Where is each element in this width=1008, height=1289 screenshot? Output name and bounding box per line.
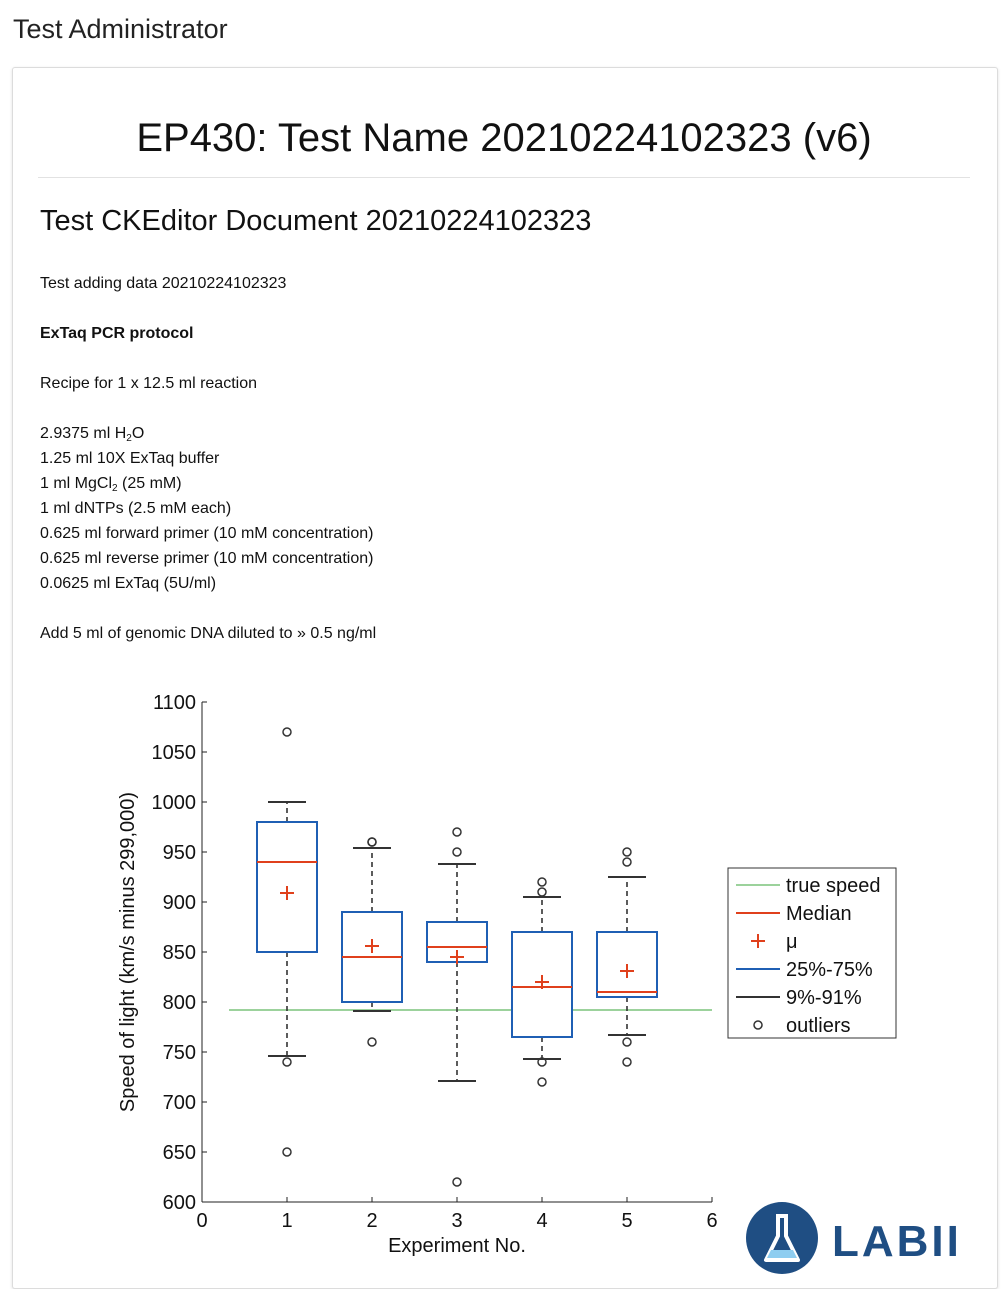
- outlier-point: [453, 848, 461, 856]
- boxplot-chart: [100, 680, 920, 1270]
- y-axis-label: Speed of light (km/s minus 299,000): [117, 791, 139, 1113]
- user-name[interactable]: Test Administrator: [13, 14, 228, 44]
- y-tick-label: 950: [162, 842, 196, 864]
- protocol-title: ExTaq PCR protocol: [40, 325, 194, 342]
- chart-svg: [100, 680, 920, 1270]
- x-tick-label: 4: [536, 1210, 548, 1232]
- outlier-point: [623, 1038, 631, 1046]
- y-tick-label: 650: [162, 1142, 196, 1164]
- y-tick-label: 900: [162, 892, 196, 914]
- outlier-point: [538, 878, 546, 886]
- y-tick-label: 1050: [151, 742, 196, 764]
- outlier-point: [453, 828, 461, 836]
- labii-logo: [744, 1198, 994, 1276]
- y-tick-label: 750: [162, 1042, 196, 1064]
- ingredient-water: [40, 425, 144, 444]
- outlier-point: [538, 1078, 546, 1086]
- document-title: Test CKEditor Document 20210224102323: [40, 205, 592, 237]
- y-tick-label: 800: [162, 992, 196, 1014]
- x-tick-label: 3: [451, 1210, 463, 1232]
- entry-title: EP430: Test Name 20210224102323 (v6): [136, 116, 872, 160]
- outlier-point: [453, 1178, 461, 1186]
- logo-circle: [746, 1202, 818, 1274]
- y-tick-label: 600: [162, 1192, 196, 1214]
- outlier-point: [368, 1038, 376, 1046]
- ingredient-reverse-primer: 0.625 ml reverse primer (10 mM concentration): [40, 550, 374, 567]
- outlier-point: [623, 1058, 631, 1066]
- legend-label: Median: [786, 903, 852, 925]
- recipe-line: Recipe for 1 x 12.5 ml reaction: [40, 375, 257, 392]
- x-tick-label: 2: [366, 1210, 378, 1232]
- outlier-point: [283, 728, 291, 736]
- x-tick-label: 1: [281, 1210, 293, 1232]
- y-tick-label: 700: [162, 1092, 196, 1114]
- ingredient-water-sub: 2: [126, 433, 132, 444]
- top-bar: [0, 0, 1008, 62]
- x-tick-label: 5: [621, 1210, 633, 1232]
- legend-label: μ: [786, 931, 798, 953]
- ingredient-mgcl-suffix: (25 mM): [117, 475, 182, 492]
- outlier-point: [538, 888, 546, 896]
- ingredient-water-suffix: O: [131, 425, 145, 442]
- ingredient-mgcl-text: 1 ml MgCl: [40, 475, 113, 492]
- legend-label: 25%-75%: [786, 959, 873, 981]
- legend-label: outliers: [786, 1015, 851, 1037]
- legend-label: 9%-91%: [786, 987, 862, 1009]
- outlier-point: [283, 1148, 291, 1156]
- x-tick-label: 0: [196, 1210, 208, 1232]
- title-divider: [38, 177, 970, 178]
- ingredient-forward-primer: 0.625 ml forward primer (10 mM concentration): [40, 525, 374, 542]
- outlier-point: [623, 858, 631, 866]
- dna-line: Add 5 ml of genomic DNA diluted to » 0.5 ng/ml: [40, 625, 377, 642]
- outlier-point: [623, 848, 631, 856]
- y-tick-label: 1000: [151, 792, 196, 814]
- logo-text: LABII: [832, 1217, 962, 1266]
- x-tick-label: 6: [706, 1210, 718, 1232]
- ingredient-mgcl-sub: 2: [112, 483, 118, 494]
- ingredient-extaq: 0.0625 ml ExTaq (5U/ml): [40, 575, 217, 592]
- y-tick-label: 850: [162, 942, 196, 964]
- x-axis-label: Experiment No.: [388, 1235, 526, 1257]
- intro-text: Test adding data 20210224102323: [40, 275, 287, 292]
- flask-liquid-icon: [767, 1250, 797, 1258]
- outlier-point: [368, 838, 376, 846]
- ingredient-buffer: 1.25 ml 10X ExTaq buffer: [40, 450, 220, 467]
- outlier-point: [283, 1058, 291, 1066]
- y-tick-label: 1100: [152, 692, 196, 714]
- ingredient-mgcl: [40, 475, 182, 494]
- ingredient-water-text: 2.9375 ml H: [40, 425, 127, 442]
- legend-label: true speed: [786, 875, 881, 897]
- ingredient-dntps: 1 ml dNTPs (2.5 mM each): [40, 500, 232, 517]
